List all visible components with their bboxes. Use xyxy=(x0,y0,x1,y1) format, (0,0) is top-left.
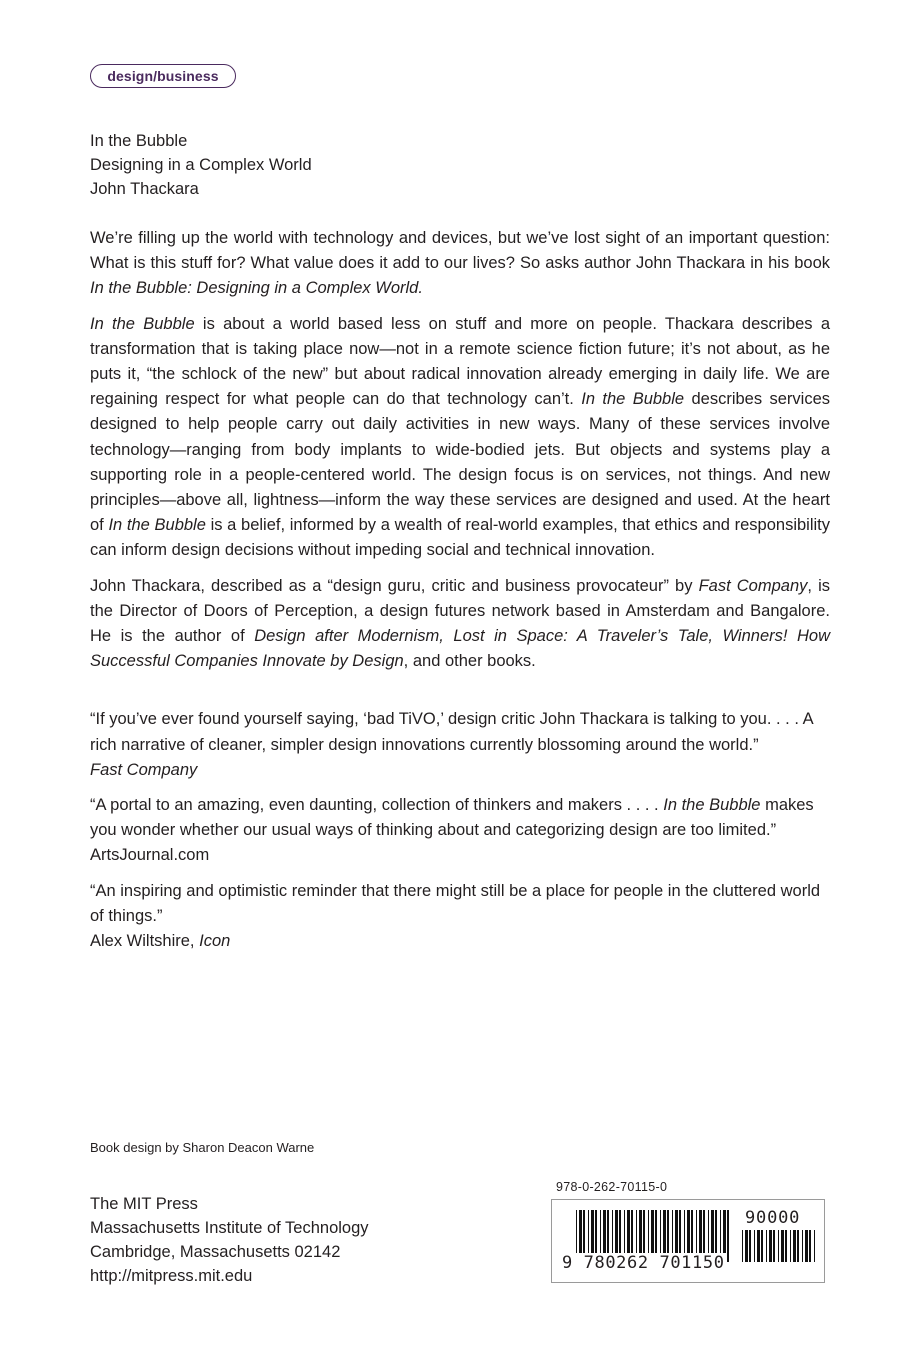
barcode-bar xyxy=(793,1230,796,1262)
review-quote: “An inspiring and optimistic reminder that there might still be a place for people in the cluttered world of things.” xyxy=(90,881,821,925)
publisher-name: The MIT Press xyxy=(90,1195,198,1213)
book-subtitle: Designing in a Complex World xyxy=(90,156,312,174)
barcode-bar xyxy=(802,1230,803,1262)
barcode-bar xyxy=(769,1230,772,1262)
book-design-credit: Book design by Sharon Deacon Warne xyxy=(90,1140,315,1155)
barcode-bar xyxy=(805,1230,808,1262)
barcode-bar xyxy=(773,1230,775,1262)
review-source: Fast Company xyxy=(90,760,198,779)
barcode-digits: 9 780262 701150 xyxy=(562,1253,725,1273)
barcode-bar xyxy=(745,1230,748,1262)
book-title: In the Bubble xyxy=(90,132,188,150)
review-source: Alex Wiltshire, Icon xyxy=(90,932,231,951)
barcode-bar xyxy=(749,1230,751,1262)
description-paragraph-2: In the Bubble is about a world based less on stuff and more on people. Thackara describes a transformation that is taking place now—not in a remote science fiction future; it’s not about, as he puts it, “the schlock of the new” but about radical innovation already emerging in daily life. We are regaining respect for what people can do that technology can’t. In the Bubble describes services designed to help people carry out daily activities in new ways. Many of these services involve technology—ranging from body implants to wide-bodied jets. But objects and systems play a supporting role in a people-centered world. The design focus is on services, not things. And new principles—above all, lightness—inform the way these services are designed and used. At the heart of In the Bubble is a belief, informed by a wealth of real-world examples, that ethics and responsibility can inform design decisions without impeding social and technical innovation. xyxy=(90,314,830,560)
publisher-address xyxy=(90,1192,369,1288)
review-quote: “If you’ve ever found yourself saying, ‘bad TiVO,’ design critic John Thackara is talking to you. . . . A rich narrative of cleaner, simpler design innovations currently blossoming around the world.” xyxy=(90,710,813,754)
barcode-bar xyxy=(754,1230,755,1262)
barcode-bar xyxy=(814,1230,815,1262)
barcode-bar xyxy=(781,1230,784,1262)
author-bio: John Thackara, described as a “design guru, critic and business provocateur” by Fast Company, is the Director of Doors of Perception, a design futures network based in Amsterdam and Bangalore. He is the author of Design after Modernism, Lost in Space: A Traveler’s Tale, Winners! How Successful Companies Innovate by Design, and other books. xyxy=(90,576,830,671)
barcode-bar xyxy=(727,1210,729,1262)
barcode-bar xyxy=(757,1230,760,1262)
review-2: “A portal to an amazing, even daunting, collection of thinkers and makers . . . . In the Bubble makes you wonder whether our usual ways of thinking about and categorizing design are too limited.” ArtsJournal.com xyxy=(90,793,830,869)
publisher-institution: Massachusetts Institute of Technology xyxy=(90,1219,369,1237)
category-badge: design/business xyxy=(90,64,236,88)
barcode-bar xyxy=(790,1230,791,1262)
isbn-label: 978-0-262-70115-0 xyxy=(556,1180,668,1194)
description-paragraph-1: We’re filling up the world with technology and devices, but we’ve lost sight of an important question: What is this stuff for? What value does it add to our lives? So asks author John Thackara in his book In the Bubble: Designing in a Complex World. xyxy=(90,229,830,298)
review-3 xyxy=(90,879,830,955)
barcode-bar xyxy=(797,1230,799,1262)
barcode-bar xyxy=(785,1230,787,1262)
isbn-barcode xyxy=(551,1199,825,1283)
barcode-bar xyxy=(778,1230,779,1262)
barcode-bar xyxy=(766,1230,767,1262)
publisher-url: http://mitpress.mit.edu xyxy=(90,1267,253,1285)
body-text xyxy=(90,226,830,954)
book-author: John Thackara xyxy=(90,180,199,198)
barcode-bar xyxy=(809,1230,811,1262)
title-block xyxy=(90,129,312,201)
barcode-bar xyxy=(742,1230,743,1262)
barcode-bar xyxy=(761,1230,763,1262)
review-source: ArtsJournal.com xyxy=(90,846,210,865)
review-1 xyxy=(90,707,830,783)
barcode-addon-digits: 90000 xyxy=(745,1208,801,1228)
publisher-city: Cambridge, Massachusetts 02142 xyxy=(90,1243,341,1261)
